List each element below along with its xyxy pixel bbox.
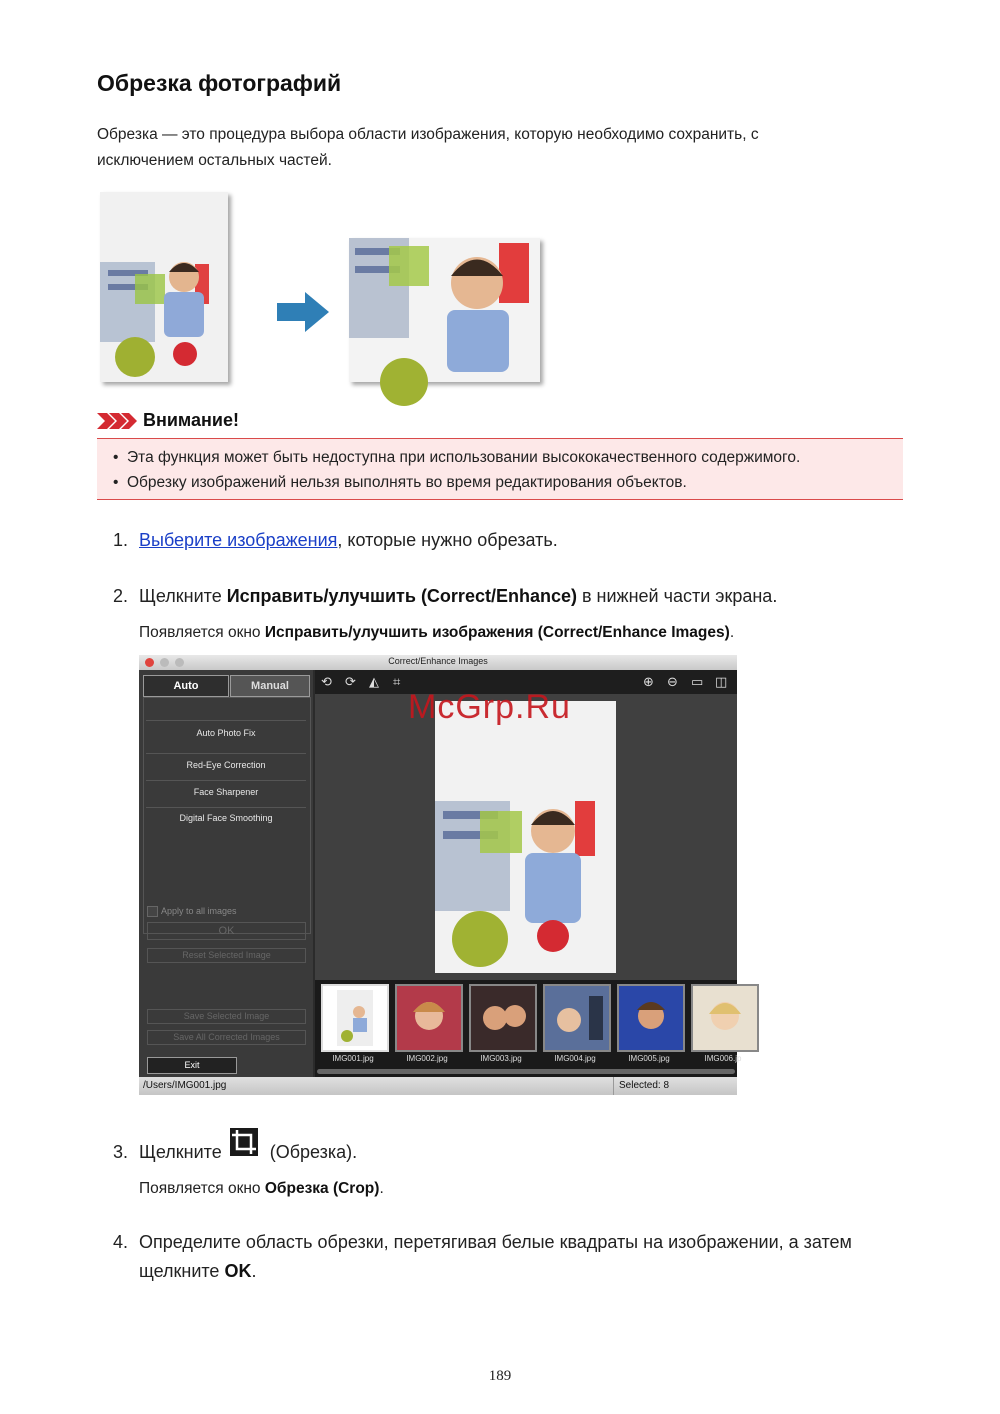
right-arrow-icon (277, 292, 329, 332)
photo-before-illustration (100, 192, 228, 382)
exit-button[interactable]: Exit (147, 1057, 237, 1074)
thumbnail[interactable] (691, 984, 759, 1052)
auto-photo-fix-button[interactable]: Auto Photo Fix (146, 720, 306, 754)
left-panel (139, 670, 313, 1077)
step-2 (113, 582, 777, 611)
apply-all-label: Apply to all images (161, 906, 237, 916)
step-4 (113, 1228, 852, 1257)
save-all-corrected-images-button[interactable]: Save All Corrected Images (147, 1030, 306, 1045)
thumbnail[interactable] (469, 984, 537, 1052)
full-screen-icon[interactable]: ▭ (691, 674, 704, 689)
caution-item: • Эта функция может быть недоступна при использовании высококачественного содержимого. (127, 445, 903, 470)
tab-auto[interactable]: Auto (143, 675, 229, 697)
digital-face-smoothing-button[interactable]: Digital Face Smoothing (179, 813, 273, 823)
note-text: . (379, 1180, 384, 1197)
apply-all-checkbox[interactable] (147, 906, 158, 917)
photo-after (349, 238, 540, 382)
step-text: щелкните (139, 1261, 225, 1281)
step-text: , которые нужно обрезать. (337, 530, 558, 550)
step-2-note (139, 624, 734, 642)
caution-box (97, 438, 903, 500)
note-text: Появляется окно (139, 1180, 265, 1197)
window-titlebar (139, 655, 737, 670)
thumbnail-label: IMG001.jpg (332, 1054, 374, 1063)
step-text: в нижней части экрана. (576, 586, 778, 606)
status-path: /Users/IMG001.jpg (143, 1080, 227, 1091)
thumbnail[interactable] (543, 984, 611, 1052)
step-text: (Обрезка). (264, 1142, 358, 1162)
reset-selected-image-button[interactable]: Reset Selected Image (147, 948, 306, 963)
zoom-out-icon[interactable]: ⊖ (667, 674, 678, 689)
preview-image (435, 701, 616, 973)
step-text: . (251, 1261, 257, 1281)
caution-heading-text: Внимание! (143, 410, 239, 430)
thumbnail-label: IMG002.jpg (406, 1054, 448, 1063)
preview-illustration (435, 701, 616, 973)
step-number: 3. (113, 1142, 129, 1162)
step-number: 2. (113, 586, 129, 606)
step-4-line2 (139, 1257, 256, 1286)
zoom-in-icon[interactable]: ⊕ (643, 674, 654, 689)
thumbnail-label: IMG004.jpg (554, 1054, 596, 1063)
step-3-note (139, 1180, 384, 1198)
step-bold-text: OK (224, 1261, 252, 1281)
photo-after-illustration (349, 238, 540, 382)
thumbnail[interactable] (617, 984, 685, 1052)
step-number: 1. (113, 530, 129, 550)
rotate-left-icon[interactable]: ⟲ (321, 674, 332, 689)
image-viewer (315, 694, 737, 980)
window-title: Correct/Enhance Images (388, 656, 488, 666)
thumbnail-label: IMG003.jpg (480, 1054, 522, 1063)
step-text: Щелкните (139, 1142, 227, 1162)
note-text: Появляется окно (139, 624, 265, 641)
face-sharpener-button[interactable]: Face Sharpener (146, 783, 306, 808)
select-images-link[interactable]: Выберите изображения (139, 530, 338, 550)
note-bold-text: Исправить/улучшить изображения (Correct/Enhance Images) (264, 624, 730, 641)
save-selected-image-button[interactable]: Save Selected Image (147, 1009, 306, 1024)
step-number: 4. (113, 1232, 129, 1252)
step-bold-text: Исправить/улучшить (Correct/Enhance) (226, 586, 577, 606)
step-text: Щелкните (139, 586, 227, 606)
status-bar (139, 1077, 737, 1095)
caution-heading (97, 410, 239, 431)
photo-before (100, 192, 228, 382)
status-selected: Selected: 8 (619, 1080, 670, 1091)
red-eye-correction-button[interactable]: Red-Eye Correction (146, 756, 306, 781)
crop-icon[interactable] (230, 1128, 258, 1156)
page-title: Обрезка фотографий (97, 70, 342, 96)
thumbnail[interactable] (321, 984, 389, 1052)
thumbnail-label: IMG006.jp (704, 1054, 742, 1063)
page-number: 189 (488, 1368, 512, 1384)
note-text: . (729, 624, 735, 641)
caution-item: • Обрезку изображений нельзя выполнять во время редактирования объектов. (127, 470, 903, 495)
thumbnail-label: IMG005.jpg (628, 1054, 670, 1063)
intro-paragraph: Обрезка — это процедура выбора области изображения, которую необходимо сохранить, с исключением остальных частей. (97, 126, 759, 169)
ok-button[interactable]: OK (147, 922, 306, 940)
thumbnail-scrollbar[interactable] (317, 1069, 735, 1074)
watermark: McGrp.Ru (408, 688, 571, 726)
step-1 (113, 526, 558, 555)
flip-icon[interactable]: ◭ (369, 674, 379, 689)
crop-tool-icon[interactable]: ⌗ (393, 674, 401, 689)
compare-view-icon[interactable]: ◫ (715, 674, 728, 689)
thumbnail-strip (315, 980, 742, 1077)
rotate-right-icon[interactable]: ⟳ (345, 674, 356, 689)
step-text: Определите область обрезки, перетягивая белые квадраты на изображении, а затем (139, 1232, 852, 1252)
thumbnail[interactable] (395, 984, 463, 1052)
note-bold-text: Обрезка (Crop) (264, 1180, 380, 1197)
tab-manual[interactable]: Manual (230, 675, 310, 697)
caution-marks-icon (97, 413, 137, 429)
